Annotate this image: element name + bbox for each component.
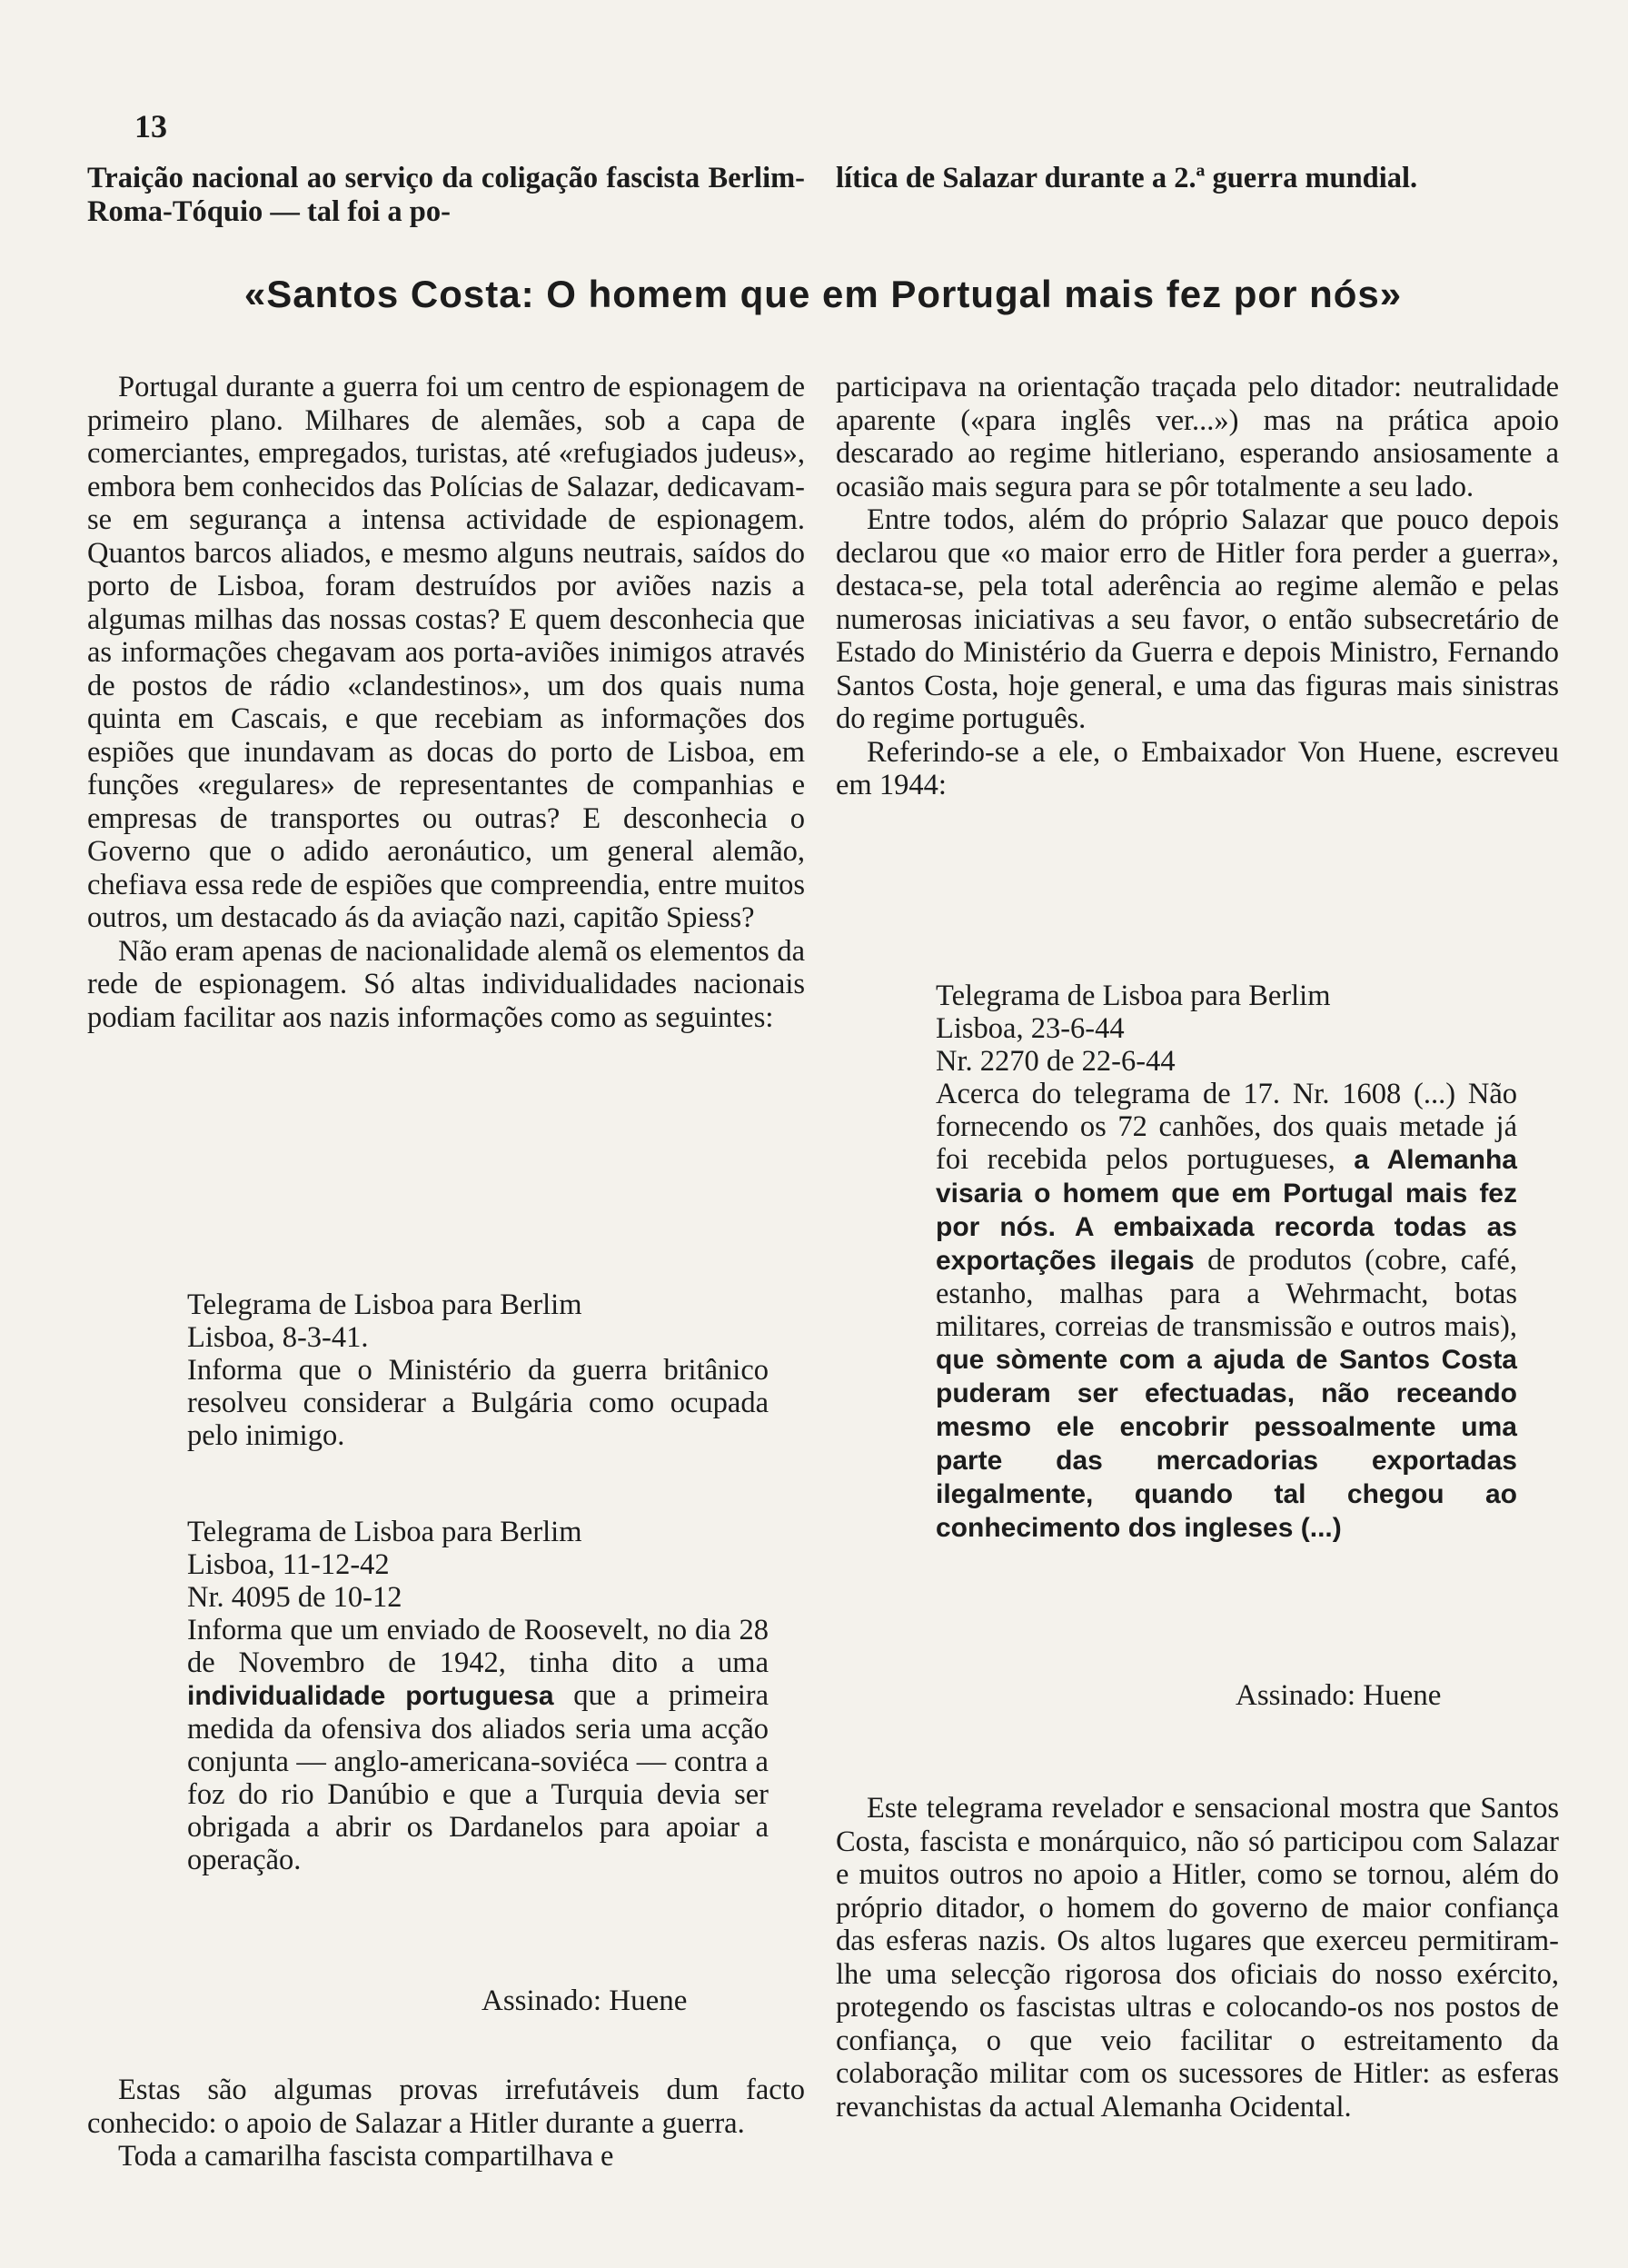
telegram-3-number: Nr. 2270 de 22-6-44 [936,1045,1176,1078]
intro-right [836,162,1559,195]
right-paragraph-2: Entre todos, além do próprio Salazar que pouco depois declarou que «o maior erro de Hitler fora perder a guerra», destaca-se, pela total aderência ao regime alemão e pelas numerosas iniciativas a seu favor, o então subsecretário de Estado do Ministério da Guerra e depois Ministro, Fernando Santos Costa, hoje general, e uma das figuras mais sinistras do regime português. [836,503,1559,735]
left-after-paragraph-2: Toda a camarilha fascista compartilhava e [118,2140,614,2173]
right-after-paragraph-1: Este telegrama revelador e sensacional mostra que Santos Costa, fascista e monárquico, não só participou com Salazar e muitos outros no apoio a Hitler, como se tornou, além do próprio ditador, o homem do governo de maior confiança das esferas nazis. Os altos lugares que exerceu permitiram-lhe uma selecção rigorosa dos oficiais do nosso exército, protegendo os fascistas ultras e colocando-os nos postos de confiança, o que veio facilitar o estreitamento da colaboração militar com os sucessores de Hitler: as esferas revanchistas da actual Alemanha Ocidental. [836,1792,1559,2124]
telegram-2-date: Lisboa, 11-12-42 [187,1548,390,1581]
telegram-1 [187,1288,769,1452]
telegram-3-body-a: Acerca do telegrama de 17. Nr. 1608 (...) Não fornecendo os 72 canhões, dos quais metade já foi recebida pelos portugueses, [936,1078,1517,1176]
right-after [836,1792,1559,2124]
telegram-2-body-b: que a primeira medida da ofensiva dos aliados seria uma acção conjunta — anglo-americana-soviéca — contra a foz do rio Danúbio e que a Turquia devia ser obrigada a abrir os Dardanelos para apoiar a operação. [187,1679,769,1876]
left-column [87,371,805,1034]
right-column [836,371,1559,802]
left-paragraph-1: Portugal durante a guerra foi um centro de espionagem de primeiro plano. Milhares de alemães, sob a capa de comerciantes, empregados, turistas, até «refugiados judeus», embora bem conhecidos das Polícias de Salazar, dedicavam-se em segurança a intensa actividade de espionagem. Quantos barcos aliados, e mesmo alguns neutrais, saídos do porto de Lisboa, foram destruídos por aviões nazis a algumas milhas das nossas costas? E quem desconhecia que as informações chegavam aos porta-aviões inimigos através de postos de rádio «clandestinos», um dos quais numa quinta em Cascais, e que recebiam as informações dos espiões que inundavam as docas do porto de Lisboa, em funções «regulares» de representantes de companhias e empresas de transportes ou outras? E desconhecia o Governo que o adido aeronáutico, um general alemão, chefiava essa rede de espiões que compreendia, entre muitos outros, um destacado ás da aviação nazi, capitão Spiess? [87,371,805,934]
telegram-1-heading: Telegrama de Lisboa para Berlim [187,1288,582,1321]
page-number: 13 [134,108,167,144]
left-paragraph-2: Não eram apenas de nacionalidade alemã os elementos da rede de espionagem. Só altas individualidades nacionais podiam facilitar aos nazis informações como as seguintes: [87,934,805,1034]
telegram-2-number: Nr. 4095 de 10-12 [187,1581,402,1614]
telegram-3-body-bold-2: que sòmente com a ajuda de Santos Costa puderam ser efectuadas, não receando mesmo ele encobrir pessoalmente uma parte das mercadorias exportadas ilegalmente, quando tal chegou ao conhecimento dos ingleses (...) [936,1345,1517,1543]
left-after [87,2074,805,2174]
telegram-2-body-bold: individualidade portuguesa [187,1681,554,1711]
intro-right-text: lítica de Salazar durante a 2.ª guerra mundial. [836,162,1418,194]
right-paragraph-1: participava na orientação traçada pelo ditador: neutralidade aparente («para inglês ver...») mas na prática apoio descarado ao regime hitleriano, esperando ansiosamente a ocasião mais segura para se pôr totalmente a seu lado. [836,371,1559,503]
telegram-1-body: Informa que o Ministério da guerra britânico resolveu considerar a Bulgária como ocupada pelo inimigo. [187,1354,769,1452]
telegram-3 [936,980,1517,1545]
telegram-3-body-b: de produtos (cobre, café, estanho, malhas para a Wehrmacht, botas militares, correias de transmissão e outros mais), [936,1244,1517,1343]
telegram-2 [187,1516,769,1876]
telegram-1-date: Lisboa, 8-3-41. [187,1321,369,1354]
telegram-3-body [936,1078,1517,1545]
telegram-2-signature: Assinado: Huene [481,1984,688,2017]
telegram-2-body-a: Informa que um enviado de Roosevelt, no dia 28 de Novembro de 1942, tinha dito a uma [187,1614,769,1679]
headline: «Santos Costa: O homem que em Portugal mais fez por nós» [243,273,1403,315]
telegram-3-date: Lisboa, 23-6-44 [936,1012,1125,1045]
left-after-paragraph-1: Estas são algumas provas irrefutáveis dum facto conhecido: o apoio de Salazar a Hitler durante a guerra. [87,2074,805,2140]
telegram-3-signature: Assinado: Huene [1236,1679,1442,1712]
telegram-2-body [187,1614,769,1876]
intro-left [87,162,805,228]
telegram-2-heading: Telegrama de Lisboa para Berlim [187,1516,582,1548]
telegram-3-heading: Telegrama de Lisboa para Berlim [936,980,1331,1012]
intro-left-text: Traição nacional ao serviço da coligação fascista Berlim-Roma-Tóquio — tal foi a po- [87,162,805,228]
telegram-3-body-bold-1: a Alemanha visaria o homem que em Portugal mais fez por nós. A embaixada recorda todas as exportações ilegais [936,1145,1517,1276]
right-paragraph-3: Referindo-se a ele, o Embaixador Von Huene, escreveu em 1944: [836,735,1559,801]
